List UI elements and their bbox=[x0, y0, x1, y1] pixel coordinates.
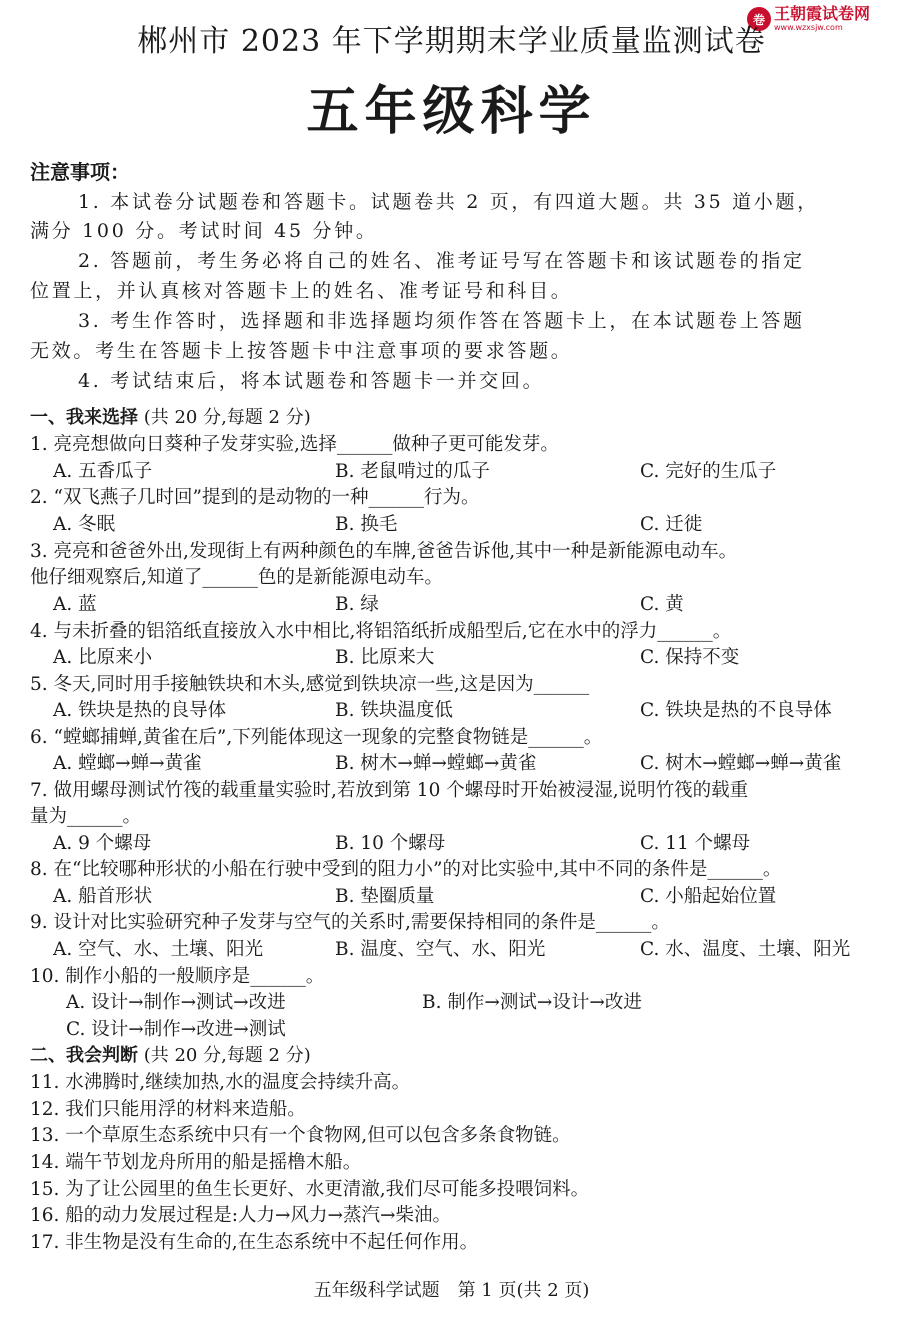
option-c: C. 迁徙 bbox=[640, 514, 703, 535]
option-b: B. 树木→蝉→螳螂→黄雀 bbox=[335, 753, 537, 774]
option-c: C. 11 个螺母 bbox=[640, 833, 751, 854]
logo-name: 王朝霞试卷网 bbox=[774, 4, 871, 23]
notes-line: 4. 考试结束后，将本试题卷和答题卡一并交回。 bbox=[78, 370, 545, 392]
option-c: C. 铁块是热的不良导体 bbox=[640, 700, 832, 721]
judgment-item: 17. 非生物是没有生命的,在生态系统中不起任何作用。 bbox=[30, 1232, 479, 1253]
option-b: B. 绿 bbox=[335, 594, 379, 615]
section-1-points: (共 20 分,每题 2 分) bbox=[143, 407, 311, 428]
notes-line: 3. 考生作答时，选择题和非选择题均须作答在答题卡上，在本试题卷上答题 bbox=[78, 310, 805, 332]
option-b: B. 铁块温度低 bbox=[335, 700, 453, 721]
option-b: B. 老鼠啃过的瓜子 bbox=[335, 461, 490, 482]
option-b: B. 换毛 bbox=[335, 514, 398, 535]
notes-heading: 注意事项： bbox=[30, 160, 130, 184]
option-b: B. 垫圈质量 bbox=[335, 886, 435, 907]
option-c: C. 小船起始位置 bbox=[640, 886, 777, 907]
option-c: C. 树木→螳螂→蝉→黄雀 bbox=[640, 753, 842, 774]
question-stem: 3. 亮亮和爸爸外出,发现街上有两种颜色的车牌,爸爸告诉他,其中一种是新能源电动车。 bbox=[30, 541, 738, 562]
option-a: A. 设计→制作→测试→改进 bbox=[66, 992, 286, 1013]
option-a: A. 比原来小 bbox=[53, 647, 153, 668]
notes-line: 2. 答题前，考生务必将自己的姓名、准考证号写在答题卡和该试题卷的指定 bbox=[78, 250, 805, 272]
section-2-title: 二、我会判断 bbox=[30, 1045, 138, 1066]
option-a: A. 9 个螺母 bbox=[53, 833, 152, 854]
question-stem: 9. 设计对比实验研究种子发芽与空气的关系时,需要保持相同的条件是______。 bbox=[30, 912, 670, 933]
judgment-item: 12. 我们只能用浮的材料来造船。 bbox=[30, 1099, 306, 1120]
judgment-item: 16. 船的动力发展过程是:人力→风力→蒸汽→柴油。 bbox=[30, 1205, 452, 1226]
option-c: C. 设计→制作→改进→测试 bbox=[66, 1019, 286, 1040]
exam-title: 郴州市 2023 年下学期期末学业质量监测试卷 bbox=[137, 24, 766, 59]
logo-url: www.wzxsjw.com bbox=[774, 23, 843, 32]
option-a: A. 空气、水、土壤、阳光 bbox=[53, 939, 264, 960]
section-2-heading bbox=[30, 1044, 311, 1068]
option-c: C. 完好的生瓜子 bbox=[640, 461, 777, 482]
option-b: B. 10 个螺母 bbox=[335, 833, 446, 854]
option-a: A. 螳螂→蝉→黄雀 bbox=[53, 753, 202, 774]
option-a: A. 铁块是热的良导体 bbox=[53, 700, 227, 721]
question-stem: 6. “螳螂捕蝉,黄雀在后”,下列能体现这一现象的完整食物链是______。 bbox=[30, 727, 603, 748]
question-stem: 2. “双飞燕子几时回”提到的是动物的一种______行为。 bbox=[30, 487, 480, 508]
question-stem: 量为______。 bbox=[30, 806, 142, 827]
question-stem: 10. 制作小船的一般顺序是______。 bbox=[30, 966, 325, 987]
notes-line: 无效。考生在答题卡上按答题卡中注意事项的要求答题。 bbox=[30, 340, 573, 362]
option-b: B. 比原来大 bbox=[335, 647, 435, 668]
judgment-item: 13. 一个草原生态系统中只有一个食物网,但可以包含多条食物链。 bbox=[30, 1125, 571, 1146]
section-2-points: (共 20 分,每题 2 分) bbox=[143, 1045, 311, 1066]
question-stem: 5. 冬天,同时用手接触铁块和木头,感觉到铁块凉一些,这是因为______ bbox=[30, 674, 590, 695]
option-a: A. 蓝 bbox=[53, 594, 97, 615]
option-a: A. 冬眠 bbox=[53, 514, 116, 535]
question-stem: 他仔细观察后,知道了______色的是新能源电动车。 bbox=[30, 567, 443, 588]
question-stem: 7. 做用螺母测试竹筏的载重量实验时,若放到第 10 个螺母时开始被浸湿,说明竹筏的载重 bbox=[30, 780, 749, 801]
notes-line: 1. 本试卷分试题卷和答题卡。试题卷共 2 页，有四道大题。共 35 道小题， bbox=[78, 191, 819, 213]
question-stem: 4. 与未折叠的铝箔纸直接放入水中相比,将铝箔纸折成船型后,它在水中的浮力______。 bbox=[30, 621, 732, 642]
subject-title: 五年级科学 bbox=[306, 82, 597, 142]
page-footer: 五年级科学试题 第 1 页(共 2 页) bbox=[313, 1280, 590, 1301]
judgment-item: 11. 水沸腾时,继续加热,水的温度会持续升高。 bbox=[30, 1072, 411, 1093]
notes-line: 位置上，并认真核对答题卡上的姓名、准考证号和科目。 bbox=[30, 280, 573, 302]
option-a: A. 五香瓜子 bbox=[53, 461, 153, 482]
judgment-item: 15. 为了让公园里的鱼生长更好、水更清澈,我们尽可能多投喂饲料。 bbox=[30, 1179, 590, 1200]
section-1-title: 一、我来选择 bbox=[30, 407, 138, 428]
option-b: B. 温度、空气、水、阳光 bbox=[335, 939, 546, 960]
notes-line: 满分 100 分。考试时间 45 分钟。 bbox=[30, 220, 378, 242]
option-c: C. 水、温度、土壤、阳光 bbox=[640, 939, 851, 960]
option-c: C. 黄 bbox=[640, 594, 684, 615]
section-1-heading bbox=[30, 406, 311, 430]
option-c: C. 保持不变 bbox=[640, 647, 740, 668]
judgment-item: 14. 端午节划龙舟所用的船是摇橹木船。 bbox=[30, 1152, 362, 1173]
logo-badge-icon: 卷 bbox=[747, 7, 771, 31]
question-stem: 1. 亮亮想做向日葵种子发芽实验,选择______做种子更可能发芽。 bbox=[30, 434, 559, 455]
question-stem: 8. 在“比较哪种形状的小船在行驶中受到的阻力小”的对比实验中,其中不同的条件是______。 bbox=[30, 859, 782, 880]
option-a: A. 船首形状 bbox=[53, 886, 153, 907]
option-b: B. 制作→测试→设计→改进 bbox=[422, 992, 642, 1013]
